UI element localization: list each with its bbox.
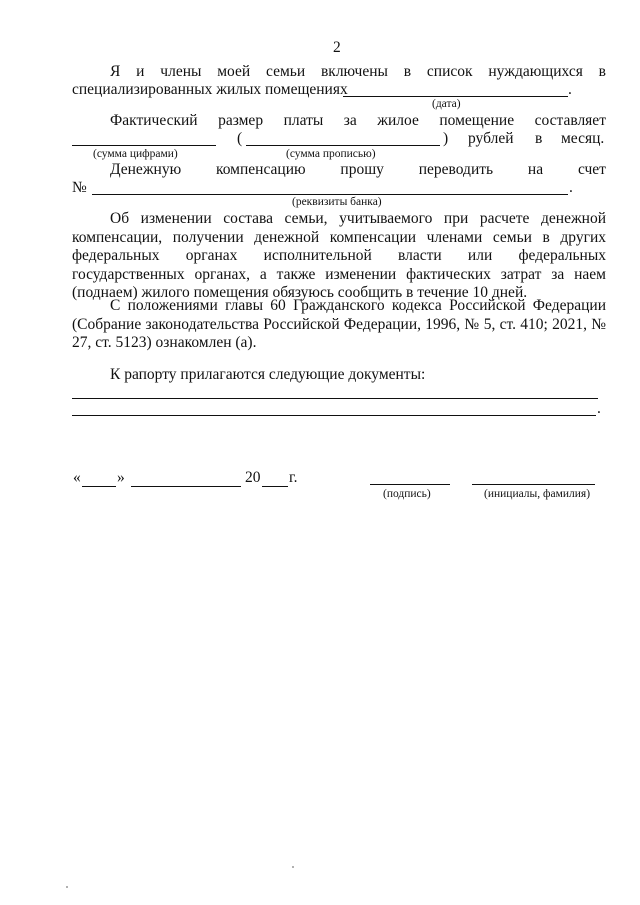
attachments-field-line-1[interactable] — [72, 398, 598, 399]
word: счет — [577, 161, 606, 178]
date-year-prefix: 20 — [245, 469, 261, 486]
word: на — [527, 161, 544, 178]
attachments-intro: К рапорту прилагаются следующие документы: — [110, 366, 426, 383]
caption-initials: (инициалы, фамилия) — [484, 488, 591, 500]
word: и — [136, 63, 145, 80]
line-6-end: . — [569, 179, 573, 196]
line-2-end: . — [568, 81, 572, 98]
date-field-line[interactable] — [343, 96, 568, 97]
line-family-included — [110, 63, 606, 81]
line-compensation-transfer — [110, 161, 606, 179]
rubles-word: рублей — [468, 130, 514, 147]
caption-date: (дата) — [432, 98, 461, 110]
signature-field-line[interactable] — [370, 484, 450, 485]
word: Фактический — [110, 112, 198, 129]
sum-digits-field-line[interactable] — [72, 145, 216, 146]
word: жилое — [377, 112, 419, 129]
caption-sum-words: (сумма прописью) — [286, 148, 376, 160]
caption-signature: (подпись) — [383, 488, 431, 500]
word: размер — [218, 112, 264, 129]
attachments-end: . — [597, 400, 601, 417]
word: моей — [217, 63, 251, 80]
word: компенсацию — [215, 161, 306, 178]
paragraph-civil-code: С положениями главы 60 Гражданского кодекса Российской Федерации (Собрание законодательства Российской Федерации, 1996, № 5, ст. 410; 2021, № 27, ст. 5123) ознакомлен (а). — [72, 297, 606, 352]
initials-field-line[interactable] — [472, 484, 595, 485]
word: составляет — [534, 112, 606, 129]
word: платы — [283, 112, 324, 129]
word: Денежную — [110, 161, 182, 178]
scan-speck — [66, 886, 68, 888]
account-number-sign: № — [72, 179, 87, 196]
sum-words-field-line[interactable] — [246, 145, 440, 146]
close-paren: ) — [443, 130, 449, 147]
date-year-suffix: г. — [289, 469, 298, 486]
word: нуждающихся — [488, 63, 583, 80]
word: помещение — [439, 112, 515, 129]
word: члены — [160, 63, 202, 80]
word: в — [403, 63, 412, 80]
paragraph-notification: Об изменении состава семьи, учитываемого при расчете денежной компенсации, получении денежной компенсации членами семьи в других федеральных органах исполнительной власти или федеральных государственных органах, а также изменении фактических затрат за наем (поднаем) жилого помещения обязуюсь сообщить в течение 10 дней. — [72, 210, 606, 302]
word: переводить — [418, 161, 494, 178]
line-specialized-housing: специализированных жилых помещениях — [72, 81, 348, 98]
bank-details-field-line[interactable] — [92, 194, 568, 195]
word: список — [426, 63, 473, 80]
word: семьи — [266, 63, 306, 80]
date-quote-close: » — [117, 469, 125, 486]
date-day-field-line[interactable] — [82, 486, 116, 487]
caption-sum-digits: (сумма цифрами) — [93, 148, 178, 160]
date-quote-open: « — [73, 469, 81, 486]
date-month-field-line[interactable] — [131, 486, 241, 487]
attachments-field-line-2[interactable] — [72, 415, 596, 416]
line-actual-payment — [110, 112, 606, 130]
caption-bank-details: (реквизиты банка) — [292, 196, 382, 208]
open-paren: ( — [237, 130, 243, 147]
word: прошу — [340, 161, 384, 178]
word: в — [598, 63, 606, 80]
month-word: месяц. — [561, 130, 605, 147]
in-word: в — [535, 130, 543, 147]
scan-speck — [292, 866, 294, 868]
word: Я — [110, 63, 121, 80]
page-number: 2 — [333, 39, 341, 56]
word: включены — [320, 63, 388, 80]
word: за — [343, 112, 357, 129]
date-year-field-line[interactable] — [262, 486, 288, 487]
